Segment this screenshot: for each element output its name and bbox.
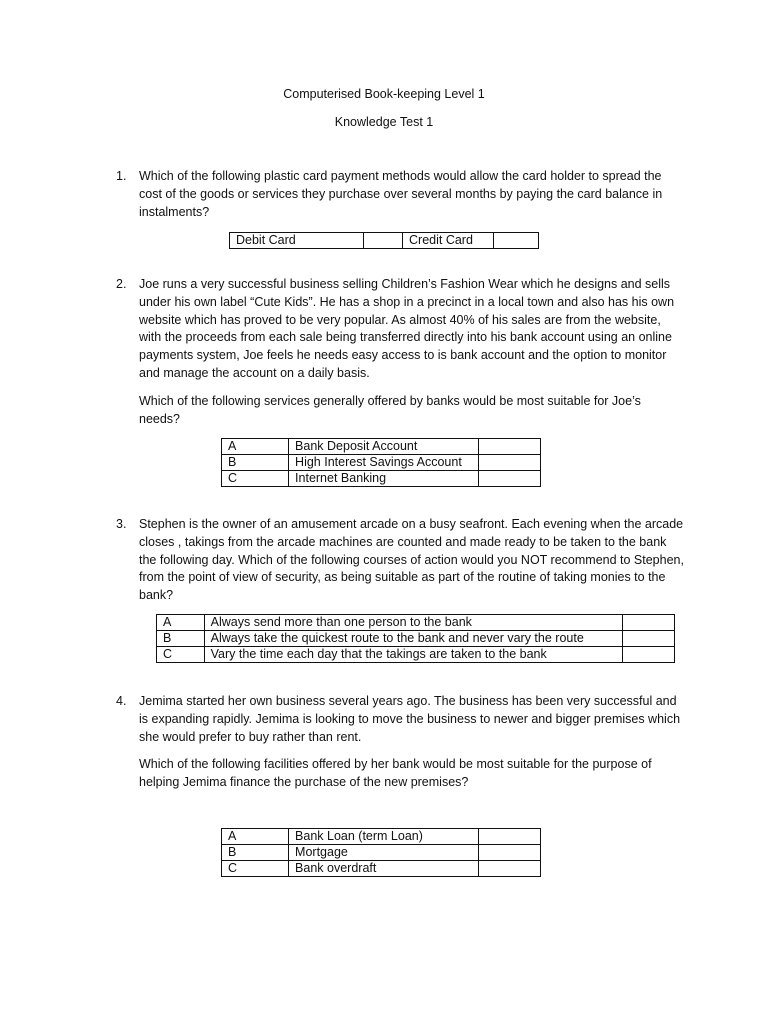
table-row bbox=[157, 615, 675, 631]
option-letter: B bbox=[157, 631, 205, 647]
option-answer-box[interactable] bbox=[479, 455, 541, 471]
option-answer-box[interactable] bbox=[479, 861, 541, 877]
option-answer-box[interactable] bbox=[623, 631, 675, 647]
option-letter: B bbox=[222, 845, 289, 861]
table-row bbox=[222, 439, 541, 455]
option-text: Bank Deposit Account bbox=[289, 439, 479, 455]
option-credit-card-label: Credit Card bbox=[403, 233, 494, 249]
option-answer-box[interactable] bbox=[479, 829, 541, 845]
question-4-answer-table bbox=[221, 828, 541, 877]
option-letter: C bbox=[222, 861, 289, 877]
table-row bbox=[157, 631, 675, 647]
table-row bbox=[222, 829, 541, 845]
option-text: High Interest Savings Account bbox=[289, 455, 479, 471]
question-1-answer-table bbox=[229, 232, 539, 249]
question-1-paragraph: Which of the following plastic card payment methods would allow the card holder to spread the cost of the goods or services they purchase over several months by paying the card balance in instalments? bbox=[139, 169, 663, 219]
question-2-number: 2. bbox=[116, 277, 127, 291]
document-title: Computerised Book-keeping Level 1 bbox=[283, 87, 485, 101]
table-row bbox=[222, 845, 541, 861]
question-1-number: 1. bbox=[116, 169, 127, 183]
option-letter: A bbox=[222, 829, 289, 845]
document-subtitle: Knowledge Test 1 bbox=[334, 115, 434, 129]
question-3-text bbox=[139, 516, 684, 605]
option-text: Internet Banking bbox=[289, 471, 479, 487]
question-3-answer-table bbox=[156, 614, 675, 663]
question-1-text bbox=[139, 168, 684, 221]
option-letter: A bbox=[222, 439, 289, 455]
option-text: Vary the time each day that the takings are taken to the bank bbox=[204, 647, 623, 663]
question-2-text bbox=[139, 276, 684, 428]
question-2-answer-table bbox=[221, 438, 541, 487]
table-row bbox=[222, 471, 541, 487]
table-row bbox=[230, 233, 539, 249]
question-4-text bbox=[139, 693, 684, 792]
option-text: Always send more than one person to the bank bbox=[204, 615, 623, 631]
option-answer-box[interactable] bbox=[479, 845, 541, 861]
table-row bbox=[222, 455, 541, 471]
option-answer-box[interactable] bbox=[479, 471, 541, 487]
option-letter: B bbox=[222, 455, 289, 471]
option-text: Bank overdraft bbox=[289, 861, 479, 877]
question-4-prompt: Which of the following facilities offered by her bank would be most suitable for the purpose of helping Jemima finance the purchase of the new premises? bbox=[139, 757, 652, 790]
option-letter: A bbox=[157, 615, 205, 631]
question-3-paragraph: Stephen is the owner of an amusement arcade on a busy seafront. Each evening when the arcade closes , takings from the arcade machines are counted and made ready to be taken to the bank the following day. Which of the following courses of action would you NOT recommend to Stephen, from the point of view of security, as being suitable as part of the routine of taking monies to the bank? bbox=[139, 517, 684, 603]
option-letter: C bbox=[222, 471, 289, 487]
option-text: Bank Loan (term Loan) bbox=[289, 829, 479, 845]
option-credit-card-answer-box[interactable] bbox=[494, 233, 539, 249]
table-row bbox=[222, 861, 541, 877]
question-2-prompt: Which of the following services generally offered by banks would be most suitable for Joe’s needs? bbox=[139, 393, 641, 426]
option-debit-card-answer-box[interactable] bbox=[364, 233, 403, 249]
option-text: Mortgage bbox=[289, 845, 479, 861]
option-answer-box[interactable] bbox=[623, 615, 675, 631]
option-text: Always take the quickest route to the bank and never vary the route bbox=[204, 631, 623, 647]
option-answer-box[interactable] bbox=[623, 647, 675, 663]
option-debit-card-label: Debit Card bbox=[230, 233, 364, 249]
option-letter: C bbox=[157, 647, 205, 663]
table-row bbox=[157, 647, 675, 663]
question-2-paragraph: Joe runs a very successful business selling Children’s Fashion Wear which he designs and sells under his own label “Cute Kids”. He has a shop in a precinct in a local town and also has his own website which has proved to be very popular. As almost 40% of his sales are from the website, with the proceeds from each sale being transferred directly into his bank account using an online payments system, Joe feels he needs easy access to is bank account and the option to monitor and manage the account on a daily basis. bbox=[139, 277, 675, 380]
question-4-paragraph: Jemima started her own business several years ago. The business has been very successful and is expanding rapidly. Jemima is looking to move the business to newer and bigger premises which she would prefer to buy rather than rent. bbox=[139, 694, 681, 744]
option-answer-box[interactable] bbox=[479, 439, 541, 455]
question-3-number: 3. bbox=[116, 517, 127, 531]
question-4-number: 4. bbox=[116, 694, 127, 708]
